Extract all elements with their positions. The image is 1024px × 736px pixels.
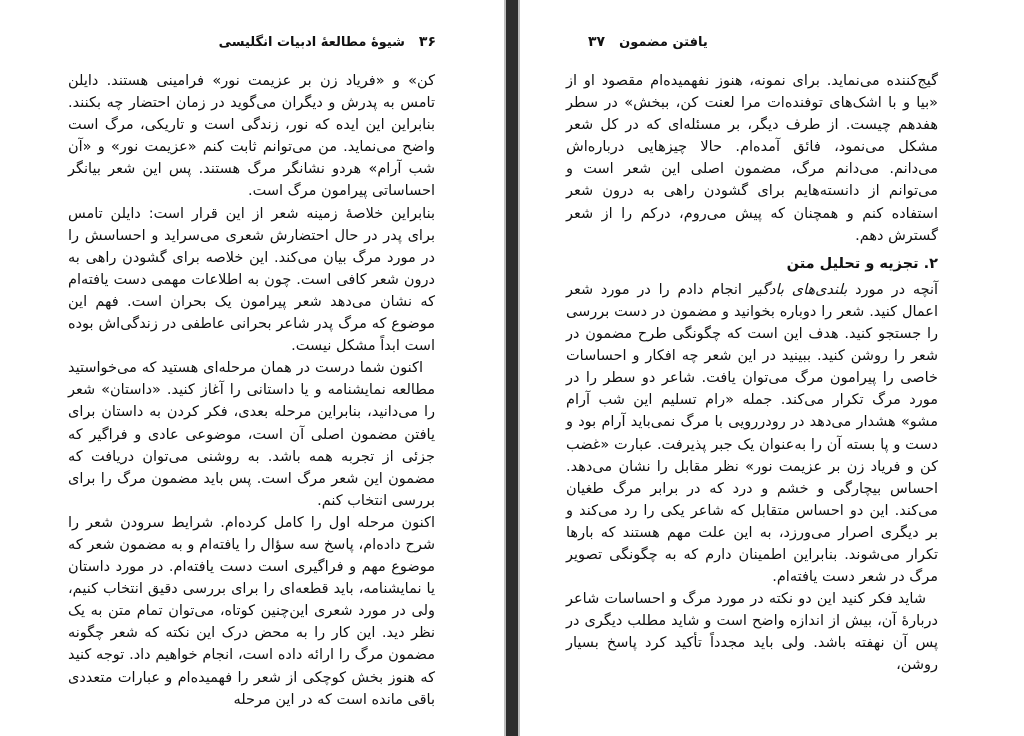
section-lead-text: آنچه در مورد: [847, 281, 939, 298]
book-gutter: [506, 0, 518, 736]
section-heading: ۲. تجزیه و تحلیل متن: [786, 255, 938, 272]
right-page-body: [566, 70, 938, 690]
left-page-body: [68, 70, 435, 708]
right-page-header: [588, 34, 954, 54]
closing-paragraph: شاید فکر کنید این دو نکته در مورد مرگ و احساسات شاعر دربارهٔ آن، بیش از اندازه واضح است و شاید مطلب دیگری در پس آن نهفته باشد. ولی باید مجدداً تأکید کرد پاسخ بسیار روشن،: [566, 591, 938, 674]
left-page-number: ۳۶: [418, 34, 436, 50]
left-paragraph-2: بنابراین خلاصهٔ زمینه شعر از این قرار است: دایلن تامس برای پدر در حال احتضارش شعری می‌سراید و احساسش را در مورد مرگ بیان می‌کند. این خلاصه برای گشودن راهی به درون شعر کافی است. چون به اطلاعات مهمی دست یافته‌ام که نشان می‌دهد شعر پیرامون یک بحران است. فهم این موضوع که مرگ پدر شاعر بحرانی عاطفی در زندگی‌اش بوده است ابداً مشکل نیست.: [68, 205, 435, 355]
left-running-title: شیوهٔ مطالعهٔ ادبیات انگلیسی: [218, 35, 405, 50]
left-paragraph-4: اکنون مرحله اول را کامل کرده‌ام. شرایط سرودن شعر را شرح داده‌ام، پاسخ سه سؤال را یافته‌ام و به مضمون شعر که موضوع مهم و فراگیری است دست یافته‌ام. در مورد داستان یا نمایشنامه، باید قطعه‌ای را برای بررسی دقیق انتخاب کنیم، ولی در مورد شعری این‌چنین کوتاه، می‌توان تمام متن به یک نظر دید. این کار را به محض درک این نکته که شعر چگونه مضمون مرگ را ارائه داده است، انجام خواهیم داد. توجه کنید که هنوز بخش کوچکی از شعر را فهمیده‌ام و عبارات متعددی باقی مانده است که در این مرحله: [68, 514, 435, 708]
right-page: [520, 0, 1024, 736]
section-italic-title: بلندی‌های بادگیر: [749, 281, 848, 298]
section-paragraph: [566, 279, 938, 588]
right-running-title: یافتن مضمون: [619, 35, 708, 50]
left-page-header: [70, 34, 436, 54]
right-page-number: ۳۷: [588, 34, 606, 50]
section-paragraph-rest: انجام دادم را در مورد شعر اعمال کنید. شعر را دوباره بخوانید و مضمون در دست بررسی را جستجو کنید. هدف این است که چگونگی طرح مضمون در شعر را روشن کنید. ببینید در این شعر چه افکار و احساسات خاصی را پیرامون مرگ می‌توان یافت. شاعر دو سطر را در مورد مرگ تکرار می‌کند. جمله «رام تسلیم این شب آرام مشو» هشدار می‌دهد در رودررویی با مرگ نمی‌باید آرام بود و دست و پا بسته آن را به‌عنوان یک جبر پذیرفت. عبارت «غضب کن و فریاد زن بر عزیمت نور» نظر مقابل را نشان می‌دهد. احساس بیچارگی و خشم و درد که در برابر مرگ طغیان می‌کند. این دو احساس متقابل که شاعر یکی را رد می‌کند و بر دیگری اصرار می‌ورزد، به این علت مهم هستند که بارها تکرار می‌شوند. بنابراین اطمینان دارم که به چگونگی تصویر مرگ در شعر دست یافته‌ام.: [566, 281, 938, 586]
right-paragraph-1: گیج‌کننده می‌نماید. برای نمونه، هنوز نفهمیده‌ام مقصود او از «بیا و با اشک‌های توفنده‌ات مرا لعنت کن، ببخش» در سطر هفدهم چیست. از طرف دیگر، بر مسئله‌ای که در کل شعر مشکل می‌نمود، فائق آمده‌ام. حالا چیزهایی درباره‌اش می‌دانم. می‌دانم مرگ، مضمون اصلی این شعر است و می‌توانم از دانسته‌هایم برای گشودن راهی به درون شعر استفاده کنم و همچنان که پیش می‌روم، درکم را از شعر گسترش دهم.: [566, 73, 938, 244]
left-paragraph-1: کن» و «فریاد زن بر عزیمت نور» فرامینی هستند. دایلن تامس به پدرش و دیگران می‌گوید در زمان احتضار چه بکنند. بنابراین این ایده که نور، زندگی است و تاریکی، مرگ است واضح می‌نماید. من می‌توانم ثابت کنم «عزیمت نور» و «آن شب آرام» هردو نشانگر مرگ هستند. پس این شعر بیانگر احساساتی پیرامون مرگ است.: [68, 73, 435, 200]
left-paragraph-3: اکنون شما درست در همان مرحله‌ای هستید که می‌خواستید مطالعه نمایشنامه و یا داستانی را آغاز کنید. «داستان» شعر را می‌دانید، بنابراین مرحله بعدی، فکر کردن به داستان برای یافتن مضمون اصلی آن است، موضوعی عادی و فراگیر که جزئی از تجربه همه باشد. به روشنی می‌توان دریافت که مضمون این شعر مرگ است. پس باید مضمون مرگ را برای بررسی انتخاب کنم.: [68, 360, 435, 509]
left-page: [0, 0, 504, 736]
